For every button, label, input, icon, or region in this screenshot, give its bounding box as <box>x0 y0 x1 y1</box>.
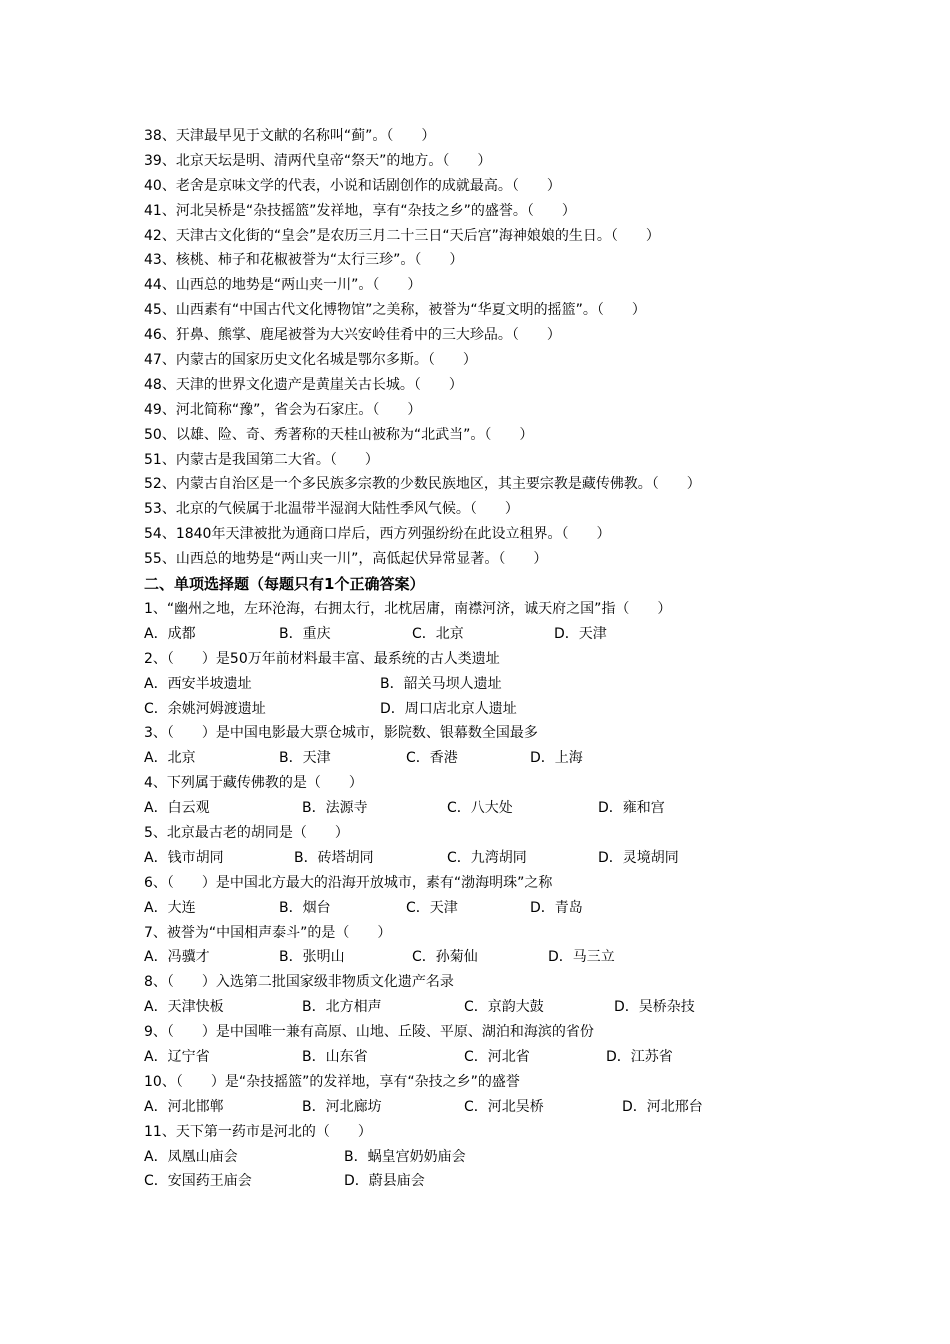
option-c[interactable]: C．北京 <box>412 625 464 642</box>
question-item: 46、犴鼻、熊掌、鹿尾被誉为大兴安岭佳肴中的三大珍品。（ ） <box>144 327 561 344</box>
option-row <box>144 697 824 722</box>
mc-question: 5、北京最古老的胡同是（ ） <box>144 824 349 841</box>
option-a[interactable]: A．凤凰山庙会 <box>144 1148 238 1165</box>
mc-question: 10、（ ）是“杂技摇篮”的发祥地，享有“杂技之乡”的盛誉 <box>144 1073 520 1090</box>
option-d[interactable]: D．天津 <box>554 625 607 642</box>
option-d[interactable]: D．吴桥杂技 <box>614 999 695 1016</box>
question-item: 43、核桃、柿子和花椒被誉为“太行三珍”。（ ） <box>144 252 464 269</box>
option-a[interactable]: A．天津快板 <box>144 999 224 1016</box>
option-row <box>144 1169 824 1194</box>
option-c[interactable]: C．香港 <box>406 750 458 767</box>
option-c[interactable]: C．余姚河姆渡遗址 <box>144 700 266 717</box>
option-d[interactable]: D．雍和宫 <box>598 800 665 817</box>
mc-question: 7、被誉为“中国相声泰斗”的是（ ） <box>144 924 392 941</box>
option-b[interactable]: B．河北廊坊 <box>302 1098 382 1115</box>
question-item: 38、天津最早见于文献的名称叫“蓟”。（ ） <box>144 128 436 144</box>
option-a[interactable]: A．大连 <box>144 899 196 916</box>
option-d[interactable]: D．河北邢台 <box>622 1098 703 1115</box>
mc-question: 9、（ ）是中国唯一兼有高原、山地、丘陵、平原、湖泊和海滨的省份 <box>144 1024 594 1041</box>
option-a[interactable]: A．辽宁省 <box>144 1048 210 1065</box>
option-c[interactable]: C．孙菊仙 <box>412 949 478 966</box>
option-c[interactable]: C．安国药王庙会 <box>144 1173 252 1190</box>
option-c[interactable]: C．河北省 <box>464 1048 530 1065</box>
question-item: 53、北京的气候属于北温带半湿润大陆性季风气候。（ ） <box>144 501 519 518</box>
question-item: 52、内蒙古自治区是一个多民族多宗教的少数民族地区，其主要宗教是藏传佛教。（ ） <box>144 476 701 493</box>
question-item: 51、内蒙古是我国第二大省。（ ） <box>144 451 379 468</box>
question-item: 47、内蒙古的国家历史文化名城是鄂尔多斯。（ ） <box>144 352 477 369</box>
mc-question: 8、（ ）入选第二批国家级非物质文化遗产名录 <box>144 974 454 991</box>
question-item: 39、北京天坛是明、清两代皇帝“祭天”的地方。（ ） <box>144 152 492 169</box>
option-row <box>144 1145 824 1170</box>
option-row <box>144 672 824 697</box>
question-item: 54、1840年天津被批为通商口岸后，西方列强纷纷在此设立租界。（ ） <box>144 526 611 543</box>
question-item: 45、山西素有“中国古代文化博物馆”之美称，被誉为“华夏文明的摇篮”。（ ） <box>144 302 646 319</box>
option-row <box>144 622 824 647</box>
true-false-section <box>144 124 824 572</box>
option-row <box>144 995 824 1020</box>
option-b[interactable]: B．法源寺 <box>302 800 368 817</box>
question-item: 50、以雄、险、奇、秀著称的天桂山被称为“北武当”。（ ） <box>144 426 534 443</box>
option-c[interactable]: C．天津 <box>406 899 458 916</box>
option-b[interactable]: B．山东省 <box>302 1048 368 1065</box>
option-b[interactable]: B．张明山 <box>279 949 345 966</box>
option-d[interactable]: D．灵境胡同 <box>598 849 679 866</box>
option-d[interactable]: D．马三立 <box>548 949 615 966</box>
option-d[interactable]: D．蔚县庙会 <box>344 1173 425 1190</box>
option-a[interactable]: A．钱市胡同 <box>144 849 224 866</box>
question-item: 49、河北简称“豫”，省会为石家庄。（ ） <box>144 401 422 418</box>
option-b[interactable]: B．重庆 <box>279 625 331 642</box>
question-item: 40、老舍是京味文学的代表，小说和话剧创作的成就最高。（ ） <box>144 177 561 194</box>
option-a[interactable]: A．冯骥才 <box>144 949 210 966</box>
option-c[interactable]: C．八大处 <box>447 800 513 817</box>
option-b[interactable]: B．砖塔胡同 <box>294 849 374 866</box>
option-a[interactable]: A．北京 <box>144 750 196 767</box>
mc-question: 3、（ ）是中国电影最大票仓城市，影院数、银幕数全国最多 <box>144 725 538 742</box>
option-row <box>144 1095 824 1120</box>
option-c[interactable]: C．九湾胡同 <box>447 849 527 866</box>
option-c[interactable]: C．河北吴桥 <box>464 1098 544 1115</box>
question-item: 42、天津古文化街的“皇会”是农历三月二十三日“天后宫”海神娘娘的生日。（ ） <box>144 227 660 244</box>
option-b[interactable]: B．天津 <box>279 750 331 767</box>
question-item: 41、河北吴桥是“杂技摇篮”发祥地，享有“杂技之乡”的盛誉。（ ） <box>144 202 576 219</box>
option-d[interactable]: D．上海 <box>530 750 583 767</box>
multiple-choice-section <box>144 597 824 1194</box>
option-row <box>144 746 824 771</box>
option-c[interactable]: C．京韵大鼓 <box>464 999 544 1016</box>
option-d[interactable]: D．江苏省 <box>606 1048 673 1065</box>
option-b[interactable]: B．蜗皇宫奶奶庙会 <box>344 1148 466 1165</box>
question-item: 44、山西总的地势是“两山夹一川”。（ ） <box>144 277 422 294</box>
mc-question: 4、下列属于藏传佛教的是（ ） <box>144 775 363 792</box>
question-item: 48、天津的世界文化遗产是黄崖关古长城。（ ） <box>144 376 463 393</box>
option-d[interactable]: D．周口店北京人遗址 <box>380 700 517 717</box>
option-d[interactable]: D．青岛 <box>530 899 583 916</box>
option-a[interactable]: A．成都 <box>144 625 196 642</box>
mc-question: 11、天下第一药市是河北的（ ） <box>144 1123 372 1140</box>
option-a[interactable]: A．西安半坡遗址 <box>144 675 252 692</box>
option-a[interactable]: A．白云观 <box>144 800 210 817</box>
document-body <box>144 124 824 1194</box>
mc-question: 6、（ ）是中国北方最大的沿海开放城市，素有“渤海明珠”之称 <box>144 874 553 891</box>
option-b[interactable]: B．韶关马坝人遗址 <box>380 675 502 692</box>
option-row <box>144 796 824 821</box>
option-row <box>144 1045 824 1070</box>
mc-question: 1、“幽州之地，左环沧海，右拥太行，北枕居庸，南襟河济，诚天府之国”指（ ） <box>144 600 672 617</box>
mc-question: 2、（ ）是50万年前材料最丰富、最系统的古人类遗址 <box>144 650 500 667</box>
section-heading: 二、单项选择题（每题只有1个正确答案） <box>144 575 425 594</box>
option-b[interactable]: B．烟台 <box>279 899 331 916</box>
question-item: 55、山西总的地势是“两山夹一川”，高低起伏异常显著。（ ） <box>144 551 548 568</box>
option-row <box>144 945 824 970</box>
option-row <box>144 846 824 871</box>
option-row <box>144 896 824 921</box>
option-b[interactable]: B．北方相声 <box>302 999 382 1016</box>
option-a[interactable]: A．河北邯郸 <box>144 1098 224 1115</box>
